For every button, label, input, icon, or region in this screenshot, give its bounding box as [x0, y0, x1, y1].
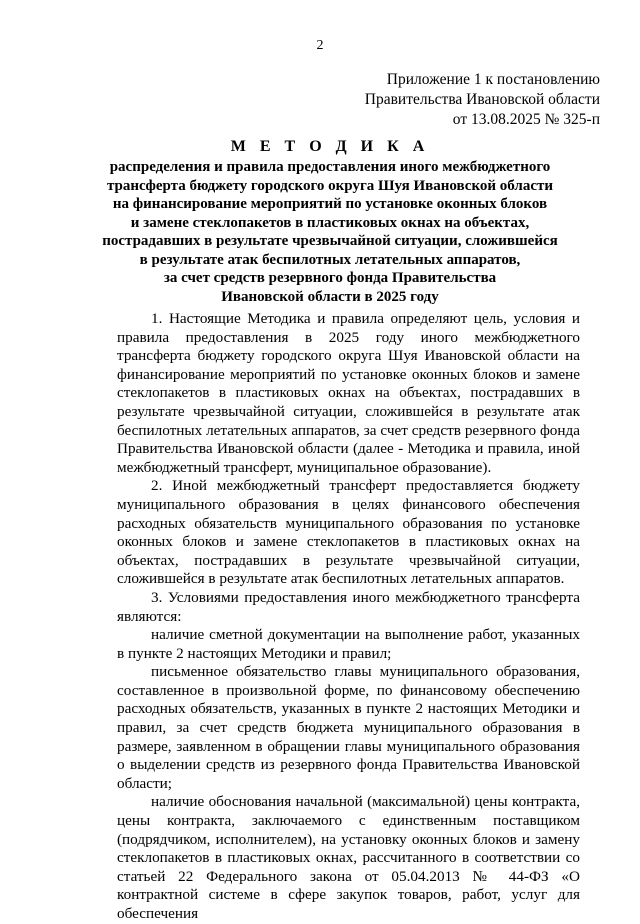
- paragraph-1: 1. Настоящие Методика и правила определяют цель, условия и правила предоставления в 2025 году иного межбюджетного трансферта бюджету городского округа Шуя Ивановской области на финансирование мероприятий по установке оконных блоков и замене стеклопакетов в пластиковых окнах на объектах, пострадавших в результате чрезвычайной ситуации, сложившейся в результате атак беспилотных летательных аппаратов, за счет средств резервного фонда Правительства Ивановской области (далее - Методика и правила, иной межбюджетный трансферт, муниципальное образование).: [117, 310, 580, 476]
- condition-item: наличие обоснования начальной (максимальной) цены контракта, цены контракта, заключаемого с единственным поставщиком (подрядчиком, исполнителем), на установку оконных блоков и замену стеклопакетов в пластиковых окнах, рассчитанного в соответствии со статьей 22 Федерального закона от 05.04.2013 № 44-ФЗ «О контрактной системе в сфере закупок товаров, работ, услуг для обеспечения: [117, 793, 580, 922]
- subtitle-line: за счет средств резервного фонда Правительства: [163, 270, 497, 286]
- condition-item: письменное обязательство главы муниципального образования, составленное в произвольной форме, по финансовому обеспечению расходных обязательств, указанных в пункте 2 настоящих Методики и правил, за счет средств бюджета муниципального образования в размере, заявленном в обращении главы муниципального образования о выделении средств из резервного фонда Правительства Ивановской области;: [117, 663, 580, 792]
- subtitle-line: распределения и правила предоставления иного межбюджетного: [109, 159, 551, 175]
- subtitle-line: в результате атак беспилотных летательных аппаратов,: [139, 251, 521, 268]
- subtitle-line: и замене стеклопакетов в пластиковых окнах на объектах,: [130, 214, 530, 231]
- subtitle-line: на финансирование мероприятий по установке оконных блоков: [112, 196, 548, 212]
- appendix-reference: [365, 70, 600, 130]
- appendix-line: Правительства Ивановской области: [364, 91, 600, 108]
- document-title-block: [70, 136, 590, 306]
- paragraph-2: 2. Иной межбюджетный трансферт предоставляется бюджету муниципального образования в целях финансового обеспечения расходных обязательств муниципального образования по установке оконных блоков и замене стеклопакетов в пластиковых окнах на объектах, пострадавших в результате чрезвычайной ситуации, сложившейся в результате атак беспилотных летательных аппаратов.: [117, 477, 580, 588]
- document-body: [117, 310, 580, 924]
- paragraph-3: 3. Условиями предоставления иного межбюджетного трансферта являются:: [117, 588, 580, 625]
- page-number: 2: [316, 38, 324, 53]
- document-title: М Е Т О Д И К А: [230, 138, 430, 155]
- subtitle-line: трансферта бюджету городского округа Шуя Ивановской области: [107, 177, 553, 194]
- subtitle-line: пострадавших в результате чрезвычайной ситуации, сложившейся: [102, 233, 558, 249]
- appendix-line: от 13.08.2025 № 325-п: [452, 111, 600, 128]
- document-subtitle: [70, 158, 590, 306]
- condition-item: наличие сметной документации на выполнение работ, указанных в пункте 2 настоящих Методики и правил;: [117, 626, 580, 662]
- subtitle-line: Ивановской области в 2025 году: [221, 288, 439, 305]
- appendix-line: Приложение 1 к постановлению: [386, 71, 600, 88]
